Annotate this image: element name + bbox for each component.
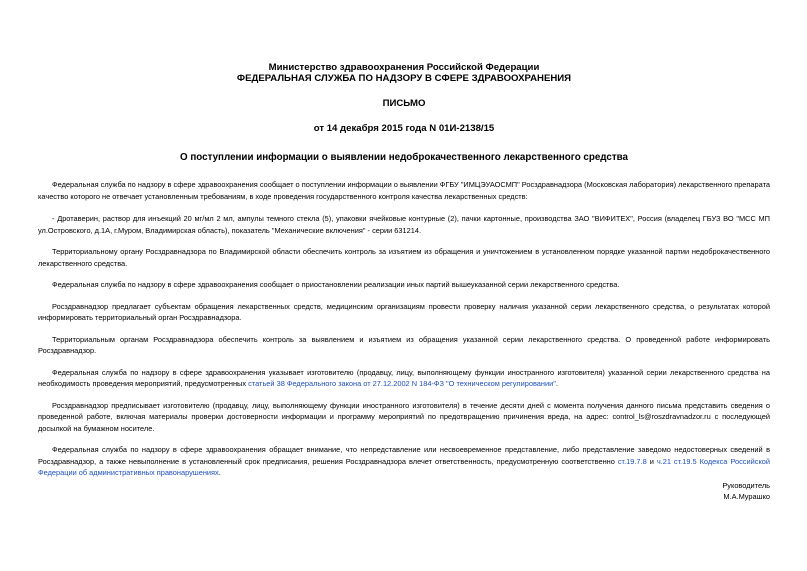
paragraph-8: Росздравнадзор предписывает изготовителю (продавцу, лицу, выполняющему функции иностранного изготовителя) в течение десяти дней с момента получения данного письма представить сведения о проведенной работе, включая материалы проверки достоверности информации и программу мероприятий по предотвращению причинения вреда, на адрес: control_ls@roszdravnadzor.ru с последующей досылкой на бумажном носителе. — [38, 400, 770, 433]
paragraph-7 — [38, 367, 770, 390]
administrative-code-link[interactable]: Кодекса Российской Федерации об административных правонарушениях — [38, 456, 770, 477]
paragraph-9 — [38, 444, 770, 479]
paragraph-9-conj: и — [646, 456, 657, 466]
paragraph-6: Территориальным органам Росздравнадзора обеспечить контроль за выявлением и изъятием из обращения указанной серии лекарственного средства. О проведенной работе информировать Росздравнадзор. — [38, 334, 770, 355]
article-19-5-link[interactable]: ч.21 ст.19.5 — [656, 456, 697, 466]
signatory-name: М.А.Мурашко — [723, 492, 770, 501]
paragraph-5: Росздравнадзор предлагает субъектам обращения лекарственных средств, медицинским организациям провести проверку наличия указанной серии лекарственного средства, о результатах которой информировать территориальный орган Росздравнадзора. — [38, 301, 770, 322]
paragraph-2: - Дротаверин, раствор для инъекций 20 мг/мл 2 мл, ампулы темного стекла (5), упаковки ячейковые контурные (2), пачки картонные, производства ЗАО "ВИФИТЕХ", Россия (владелец ГБУЗ ВО "МСС МП ул.Островского, д.1А, г.Муром, Владимирская область), показатель "Механические включения" - серии 631214. — [38, 214, 770, 235]
paragraph-9-end: . — [218, 468, 221, 477]
document-body — [38, 179, 770, 479]
document-subject: О поступлении информации о выявлении недоброкачественного лекарственного средства — [180, 152, 628, 163]
paragraph-9-text: Федеральная служба по надзору в сфере здравоохранения обращает внимание, что непредставление или несвоевременное представление, либо представление заведомо недостоверных сведений в Росздравнадзор, а также невыполнение в установленный срок предписания, решения Росздравнадзора влечет ответственность, предусмотренную соответственно — [38, 445, 770, 466]
paragraph-7-text: Федеральная служба по надзору в сфере здравоохранения указывает изготовителю (продавцу, лицу, выполняющему функции иностранного изготовителя) указанной серии лекарственного средства на необходимость проведения мероприятий, предусмотренных — [38, 367, 770, 388]
paragraph-3: Территориальному органу Росздравнадзора по Владимирской области обеспечить контроль за изъятием из обращения и уничтожением в установленном порядке указанной партии недоброкачественного лекарственного средства. — [38, 247, 770, 268]
paragraph-1: Федеральная служба по надзору в сфере здравоохранения сообщает о поступлении информации о выявлении ФГБУ "ИМЦЭУАОСМП" Росздравнадзора (Московская лаборатория) лекарственного препарата качество которого не отвечает установленным требованиям, в ходе проведения государственного контроля качества лекарственных средств: — [38, 180, 770, 201]
document-date: от 14 декабря 2015 года N 01И-2138/15 — [313, 123, 495, 134]
technical-regulation-law-link[interactable]: статьей 38 Федерального закона от 27.12.2002 N 184-ФЗ "О техническом регулировании" — [248, 379, 556, 388]
article-19-7-8-link[interactable]: ст.19.7.8 — [617, 456, 647, 466]
paragraph-4: Федеральная служба по надзору в сфере здравоохранения сообщает о приостановлении реализации иных партий вышеуказанной серии лекарственного средства. — [52, 280, 620, 289]
paragraph-7-end: . — [555, 379, 558, 388]
service-name: ФЕДЕРАЛЬНАЯ СЛУЖБА ПО НАДЗОРУ В СФЕРЕ ЗДРАВООХРАНЕНИЯ — [236, 73, 572, 84]
signature-block — [722, 480, 770, 502]
document-header — [38, 62, 770, 84]
document-type: ПИСЬМО — [382, 98, 426, 109]
signatory-position: Руководитель — [722, 481, 770, 490]
ministry-name: Министерство здравоохранения Российской Федерации — [268, 62, 540, 73]
